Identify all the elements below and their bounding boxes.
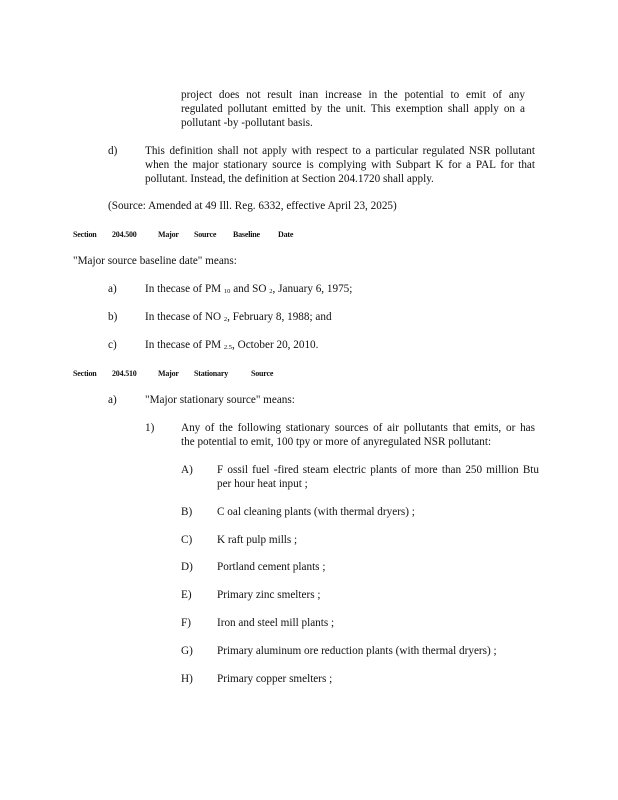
item-label: B) xyxy=(181,506,193,518)
section-title-word: Major xyxy=(158,369,179,378)
section-title-word: Baseline xyxy=(233,230,260,239)
section-title-word: Source xyxy=(251,369,274,378)
list-item: F ossil fuel -fired steam electric plants of more than 250 million Btu xyxy=(217,464,539,476)
list-item: Primary copper smelters ; xyxy=(217,673,333,685)
section-title-word: Major xyxy=(158,230,179,239)
item-label: a) xyxy=(108,394,117,406)
list-item: Portland cement plants ; xyxy=(217,561,326,573)
section-number: 204.500 xyxy=(112,230,137,239)
list-item: In thecase of PM $_{2.5}$, October 20, 2010. xyxy=(145,339,319,351)
text-line: This definition shall not apply with respect to a particular regulated NSR pollutant xyxy=(145,145,535,157)
list-item: K raft pulp mills ; xyxy=(217,534,298,546)
list-item: In thecase of PM $_{10}$ and SO $_2$, January 6, 1975; xyxy=(145,283,353,295)
section-title-word: Stationary xyxy=(194,369,229,378)
section-title-word: Date xyxy=(278,230,294,239)
section-number: 204.510 xyxy=(112,369,137,378)
item-label: D) xyxy=(181,561,193,573)
item-label: E) xyxy=(181,589,192,601)
text-line: when the major stationary source is complying with Subpart K for a PAL for that xyxy=(145,159,535,171)
text-line: regulated pollutant emitted by the unit. This exemption shall apply on a xyxy=(181,103,525,115)
item-label: d) xyxy=(108,145,118,157)
section-word: Section xyxy=(73,230,97,239)
list-item: In thecase of NO $_2$, February 8, 1988; and xyxy=(145,311,332,323)
list-item: Primary zinc smelters ; xyxy=(217,589,321,601)
list-item: Primary aluminum ore reduction plants (with thermal dryers) ; xyxy=(217,645,497,657)
item-label: c) xyxy=(108,339,117,351)
list-item: per hour heat input ; xyxy=(217,478,308,490)
definition-intro: "Major source baseline date" means: xyxy=(73,255,237,267)
section-word: Section xyxy=(73,369,97,378)
item-label: 1) xyxy=(145,422,155,434)
item-label: C) xyxy=(181,534,193,546)
definition-intro: "Major stationary source" means: xyxy=(145,394,295,406)
section-title-word: Source xyxy=(194,230,217,239)
item-label: F) xyxy=(181,617,191,629)
item-label: a) xyxy=(108,283,117,295)
item-label: G) xyxy=(181,645,193,657)
item-label: A) xyxy=(181,464,193,476)
text-line: project does not result inan increase in the potential to emit of any xyxy=(181,89,525,101)
text-line: pollutant -by -pollutant basis. xyxy=(181,117,313,129)
text-line: pollutant. Instead, the definition at Section 204.1720 shall apply. xyxy=(145,173,434,185)
list-item: Iron and steel mill plants ; xyxy=(217,617,335,629)
list-item: C oal cleaning plants (with thermal dryers) ; xyxy=(217,506,415,518)
text-line: Any of the following stationary sources of air pollutants that emits, or has xyxy=(181,422,535,434)
source-note: (Source: Amended at 49 Ill. Reg. 6332, effective April 23, 2025) xyxy=(108,200,397,212)
item-label: b) xyxy=(108,311,118,323)
text-line: the potential to emit, 100 tpy or more of anyregulated NSR pollutant: xyxy=(181,436,492,448)
item-label: H) xyxy=(181,673,193,685)
